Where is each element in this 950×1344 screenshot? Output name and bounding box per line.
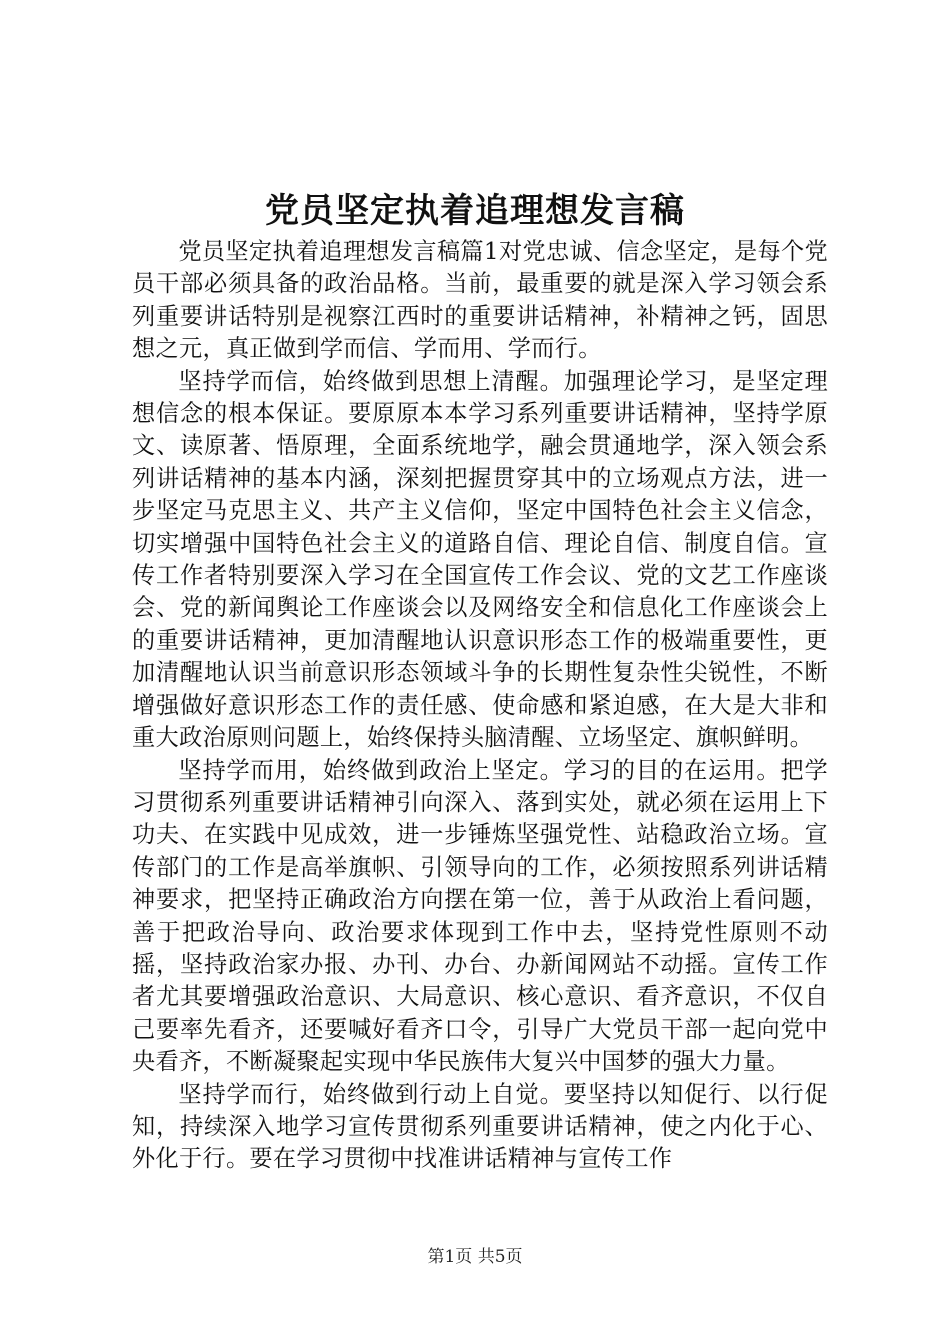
page-indicator: 第1页 共5页 [427, 1247, 523, 1267]
page-footer [0, 1245, 950, 1269]
document-title: 党员坚定执着追理想发言稿 [265, 191, 685, 231]
paragraph-4: 坚持学而行，始终做到行动上自觉。要坚持以知促行、以行促知，持续深入地学习宣传贯彻系列重要讲话精神，使之内化于心、外化于行。要在学习贯彻中找准讲话精神与宣传工作 [132, 1080, 828, 1173]
paragraph-2: 坚持学而信，始终做到思想上清醒。加强理论学习，是坚定理想信念的根本保证。要原原本本学习系列重要讲话精神，坚持学原文、读原著、悟原理，全面系统地学，融会贯通地学，深入领会系列讲话精神的基本内涵，深刻把握贯穿其中的立场观点方法，进一步坚定马克思主义、共产主义信仰，坚定中国特色社会主义信念，切实增强中国特色社会主义的道路自信、理论自信、制度自信。宣传工作者特别要深入学习在全国宣传工作会议、党的文艺工作座谈会、党的新闻舆论工作座谈会以及网络安全和信息化工作座谈会上的重要讲话精神，更加清醒地认识意识形态工作的极端重要性，更加清醒地认识当前意识形态领域斗争的长期性复杂性尖锐性，不断增强做好意识形态工作的责任感、使命感和紧迫感，在大是大非和重大政治原则问题上，始终保持头脑清醒、立场坚定、旗帜鲜明。 [132, 367, 828, 752]
document-body [132, 236, 828, 1176]
paragraph-3: 坚持学而用，始终做到政治上坚定。学习的目的在运用。把学习贯彻系列重要讲话精神引向深入、落到实处，就必须在运用上下功夫、在实践中见成效，进一步锤炼坚强党性、站稳政治立场。宣传部门的工作是高举旗帜、引领导向的工作，必须按照系列讲话精神要求，把坚持正确政治方向摆在第一位，善于从政治上看问题，善于把政治导向、政治要求体现到工作中去，坚持党性原则不动摇，坚持政治家办报、办刊、办台、办新闻网站不动摇。宣传工作者尤其要增强政治意识、大局意识、核心意识、看齐意识，不仅自己要率先看齐，还要喊好看齐口令，引导广大党员干部一起向党中央看齐，不断凝聚起实现中华民族伟大复兴中国梦的强大力量。 [132, 756, 828, 1076]
paragraph-1: 党员坚定执着追理想发言稿篇1对党忠诚、信念坚定，是每个党员干部必须具备的政治品格。当前，最重要的就是深入学习领会系列重要讲话特别是视察江西时的重要讲话精神，补精神之钙，固思想之元，真正做到学而信、学而用、学而行。 [132, 238, 828, 363]
